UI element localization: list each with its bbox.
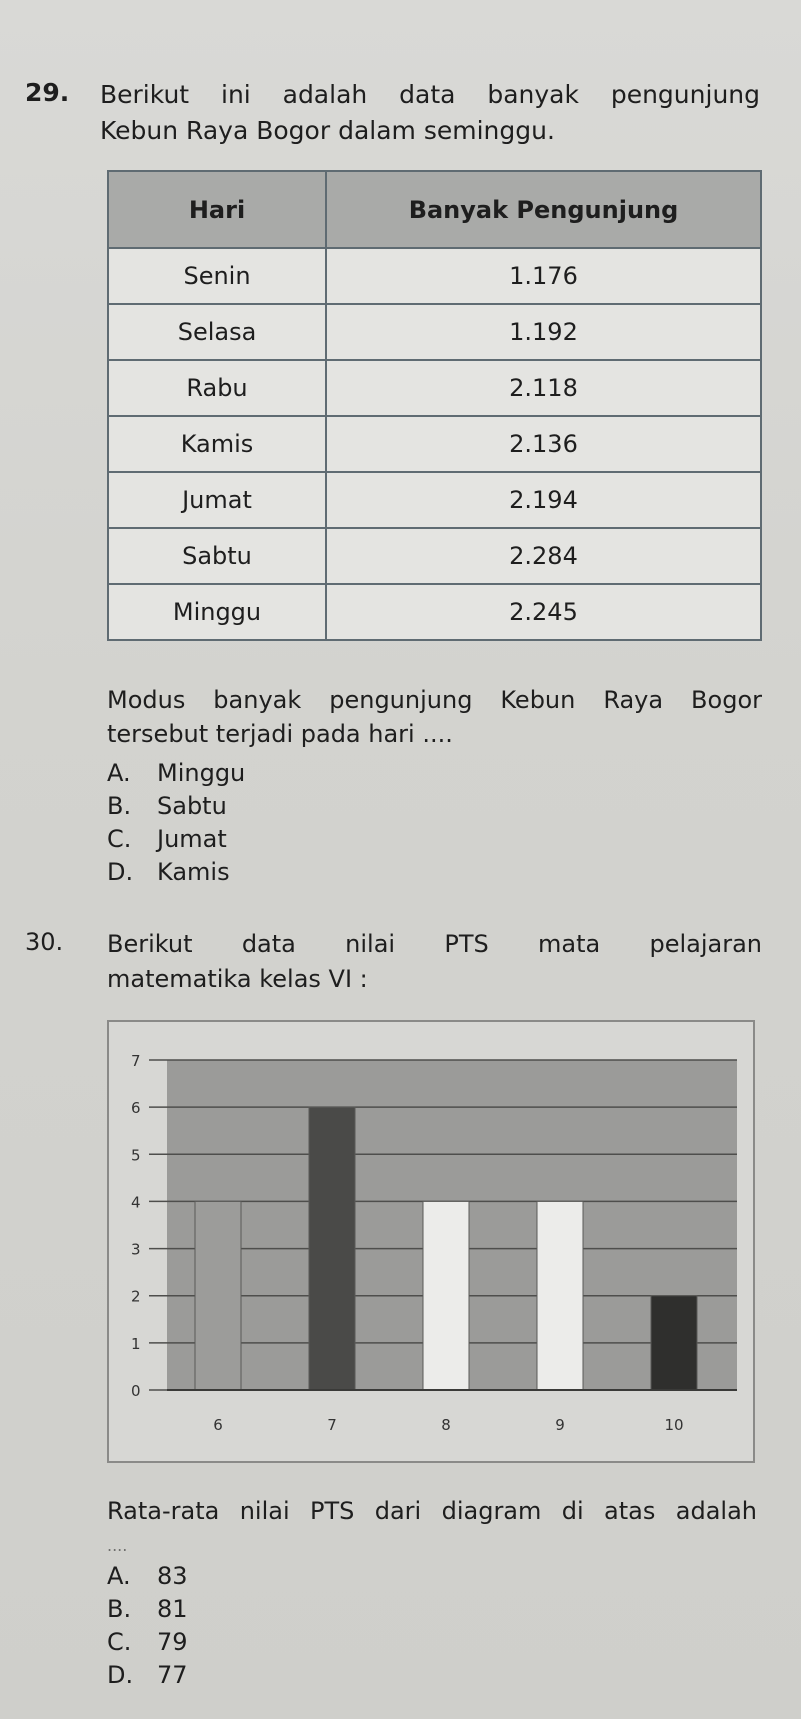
option-c[interactable]	[107, 823, 245, 856]
y-tick-label: 2	[131, 1287, 141, 1306]
question-29-number: 29.	[25, 78, 70, 107]
score-bar-chart	[107, 1020, 755, 1463]
question-30-intro-line2: matematika kelas VI :	[107, 965, 368, 993]
bar	[423, 1201, 469, 1390]
option-a[interactable]	[107, 1560, 188, 1593]
table-cell-day: Sabtu	[108, 528, 326, 584]
y-tick-label: 5	[131, 1146, 141, 1165]
y-tick-label: 0	[131, 1382, 141, 1400]
question-29-intro-line2: Kebun Raya Bogor dalam seminggu.	[100, 116, 555, 145]
table-cell-day: Selasa	[108, 304, 326, 360]
table-row	[108, 416, 761, 472]
bar	[195, 1201, 241, 1390]
table-cell-visitors: 2.284	[326, 528, 761, 584]
option-letter: D.	[107, 858, 134, 886]
option-text: 77	[157, 1661, 188, 1689]
option-letter: C.	[107, 1628, 132, 1656]
bar	[651, 1296, 697, 1390]
table-cell-day: Kamis	[108, 416, 326, 472]
table-cell-day: Minggu	[108, 584, 326, 640]
x-tick-label: 8	[441, 1416, 451, 1434]
table-cell-visitors: 2.245	[326, 584, 761, 640]
y-tick-label: 1	[131, 1334, 141, 1353]
option-text: Minggu	[157, 759, 246, 787]
option-text: Jumat	[157, 825, 227, 853]
y-tick-label: 6	[131, 1099, 141, 1118]
question-30-options	[107, 1560, 188, 1692]
table-row	[108, 248, 761, 304]
option-a[interactable]	[107, 757, 245, 790]
table-cell-visitors: 2.136	[326, 416, 761, 472]
question-30-number: 30.	[25, 928, 64, 956]
table-cell-day: Senin	[108, 248, 326, 304]
question-30-prompt-line2: ....	[107, 1536, 128, 1555]
question-30-prompt-line1: Rata-rata nilai PTS dari diagram di atas adalah	[107, 1497, 757, 1525]
visitor-table	[107, 170, 762, 641]
table-cell-visitors: 2.194	[326, 472, 761, 528]
y-tick-label: 7	[131, 1052, 141, 1070]
table-header-row	[108, 171, 761, 248]
option-letter: D.	[107, 1661, 134, 1689]
table-cell-visitors: 1.176	[326, 248, 761, 304]
table-cell-visitors: 1.192	[326, 304, 761, 360]
option-letter: B.	[107, 792, 132, 820]
option-letter: A.	[107, 759, 131, 787]
table-cell-visitors: 2.118	[326, 360, 761, 416]
option-letter: C.	[107, 825, 132, 853]
table-header-day: Hari	[108, 171, 326, 248]
chart-canvas	[109, 1022, 753, 1461]
option-text: 81	[157, 1595, 188, 1623]
option-c[interactable]	[107, 1626, 188, 1659]
option-letter: B.	[107, 1595, 132, 1623]
question-29-intro-line1: Berikut ini adalah data banyak pengunjung	[100, 80, 760, 109]
option-d[interactable]	[107, 1659, 188, 1692]
table-row	[108, 472, 761, 528]
x-tick-label: 10	[664, 1416, 684, 1434]
option-text: Sabtu	[157, 792, 227, 820]
question-29-options	[107, 757, 245, 889]
bar	[537, 1201, 583, 1390]
question-29-prompt-line1: Modus banyak pengunjung Kebun Raya Bogor	[107, 686, 762, 714]
y-tick-label: 4	[131, 1193, 141, 1212]
option-b[interactable]	[107, 1593, 188, 1626]
bar	[309, 1107, 355, 1390]
option-d[interactable]	[107, 856, 245, 889]
table-header-visitors: Banyak Pengunjung	[326, 171, 761, 248]
x-tick-label: 6	[213, 1416, 223, 1434]
option-text: Kamis	[157, 858, 230, 886]
x-tick-label: 7	[327, 1416, 337, 1434]
option-text: 79	[157, 1628, 188, 1656]
table-row	[108, 360, 761, 416]
table-cell-day: Jumat	[108, 472, 326, 528]
x-tick-label: 9	[555, 1416, 565, 1434]
table-row	[108, 584, 761, 640]
option-text: 83	[157, 1562, 188, 1590]
y-tick-label: 3	[131, 1240, 141, 1259]
table-row	[108, 304, 761, 360]
option-letter: A.	[107, 1562, 131, 1590]
question-29-prompt-line2: tersebut terjadi pada hari ....	[107, 720, 453, 748]
option-b[interactable]	[107, 790, 245, 823]
question-30-intro-line1: Berikut data nilai PTS mata pelajaran	[107, 930, 762, 958]
table-row	[108, 528, 761, 584]
table-cell-day: Rabu	[108, 360, 326, 416]
